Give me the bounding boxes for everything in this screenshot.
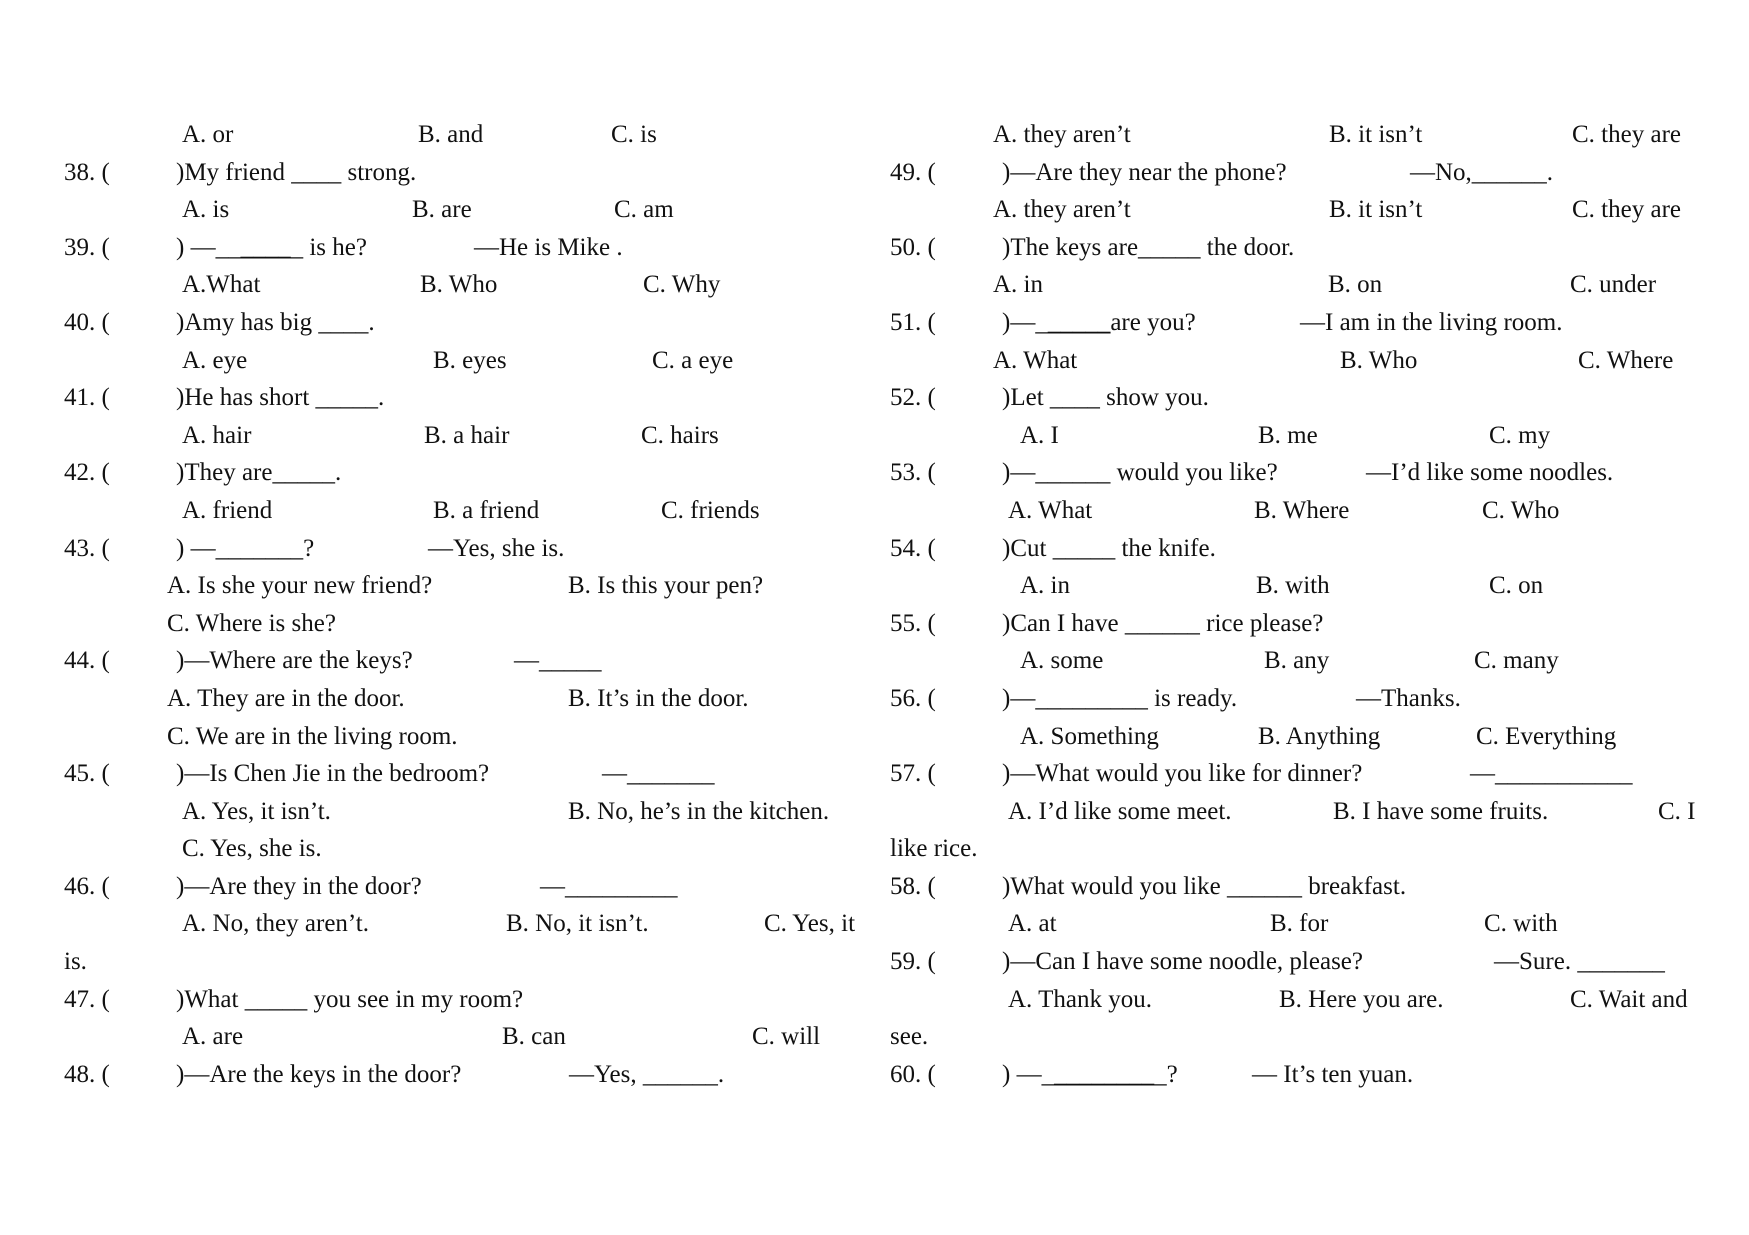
answer-text: —Sure. _______ bbox=[1494, 948, 1665, 976]
left-column bbox=[64, 116, 884, 1093]
options-40 bbox=[64, 342, 884, 380]
question-number: 56. ( bbox=[890, 684, 936, 712]
question-number: 53. ( bbox=[890, 459, 936, 487]
question-stem: )What would you like ______ breakfast. bbox=[1002, 872, 1407, 900]
option-c: C. Everything bbox=[1476, 722, 1617, 750]
question-stem: )The keys are_____ the door. bbox=[1002, 233, 1295, 261]
question-stem: ) —_______? bbox=[176, 534, 315, 562]
options-57 bbox=[890, 793, 1710, 831]
options-57-wrap bbox=[890, 830, 1710, 868]
question-43 bbox=[64, 530, 884, 568]
option-a: A. or bbox=[182, 121, 234, 148]
question-42 bbox=[64, 454, 884, 492]
option-b: B. with bbox=[1256, 572, 1330, 600]
option-c: C. We are in the living room. bbox=[167, 722, 458, 750]
options-49 bbox=[890, 191, 1710, 229]
options-51 bbox=[890, 342, 1710, 380]
question-stem: )Can I have ______ rice please? bbox=[1002, 609, 1324, 637]
question-stem: )—Can I have some noodle, please? bbox=[1002, 948, 1363, 976]
question-number: 58. ( bbox=[890, 872, 936, 900]
question-52 bbox=[890, 379, 1710, 417]
question-number: 57. ( bbox=[890, 760, 936, 788]
question-54 bbox=[890, 530, 1710, 568]
option-b: B. No, he’s in the kitchen. bbox=[568, 797, 830, 825]
option-a: A. in bbox=[993, 271, 1043, 299]
question-number: 60. ( bbox=[890, 1060, 936, 1088]
question-59 bbox=[890, 943, 1710, 981]
options-54 bbox=[890, 567, 1710, 605]
question-57 bbox=[890, 755, 1710, 793]
question-stem: )What _____ you see in my room? bbox=[176, 985, 524, 1013]
option-c: C. Wait and bbox=[1570, 985, 1688, 1013]
question-number: 55. ( bbox=[890, 609, 936, 637]
question-stem: )—Are the keys in the door? bbox=[176, 1060, 462, 1088]
option-b: B. a friend bbox=[433, 496, 540, 524]
option-a: A.What bbox=[182, 271, 261, 299]
options-46-wrap bbox=[64, 943, 884, 981]
question-stem: )—_________ is ready. bbox=[1002, 684, 1238, 712]
option-b: B. Where bbox=[1254, 496, 1350, 524]
option-c: C. my bbox=[1489, 421, 1551, 449]
question-48 bbox=[64, 1056, 884, 1094]
options-45 bbox=[64, 793, 884, 831]
answer-blank: ____ bbox=[240, 233, 291, 261]
option-c: C. I bbox=[1658, 797, 1696, 825]
option-a: A. in bbox=[1020, 572, 1070, 600]
question-stem: )—Are they in the door? bbox=[176, 872, 422, 900]
option-c: C. they are bbox=[1572, 121, 1681, 148]
question-number: 40. ( bbox=[64, 308, 110, 336]
question-number: 46. ( bbox=[64, 872, 110, 900]
question-number: 45. ( bbox=[64, 760, 110, 788]
answer-text: —_____ bbox=[514, 647, 602, 675]
answer-text: —_______ bbox=[602, 760, 715, 788]
question-stem: )They are_____. bbox=[176, 459, 342, 487]
option-c: C. Who bbox=[1482, 496, 1560, 524]
answer-text: — It’s ten yuan. bbox=[1252, 1060, 1414, 1088]
option-b: B. It’s in the door. bbox=[568, 684, 749, 712]
question-51 bbox=[890, 304, 1710, 342]
question-stem: ) —__________? bbox=[1002, 1060, 1178, 1088]
question-stem: ) —_______ is he? bbox=[176, 233, 367, 261]
question-stem: )My friend ____ strong. bbox=[176, 158, 417, 186]
options-43 bbox=[64, 567, 884, 605]
question-number: 49. ( bbox=[890, 158, 936, 186]
options-53 bbox=[890, 492, 1710, 530]
question-number: 38. ( bbox=[64, 158, 110, 186]
question-58 bbox=[890, 868, 1710, 906]
question-45 bbox=[64, 755, 884, 793]
question-49 bbox=[890, 154, 1710, 192]
options-48 bbox=[890, 116, 1710, 154]
question-38 bbox=[64, 154, 884, 192]
options-56 bbox=[890, 718, 1710, 756]
option-b: B. are bbox=[412, 196, 472, 224]
options-45-cont bbox=[64, 830, 884, 868]
option-a: A. No, they aren’t. bbox=[182, 910, 369, 938]
question-number: 59. ( bbox=[890, 948, 936, 976]
question-50 bbox=[890, 229, 1710, 267]
answer-text: —I am in the living room. bbox=[1300, 308, 1563, 336]
option-b: B. No, it isn’t. bbox=[506, 910, 649, 938]
question-stem: )—Are they near the phone? bbox=[1002, 158, 1287, 186]
option-b: B. and bbox=[418, 121, 484, 148]
answer-text: —Thanks. bbox=[1356, 684, 1461, 712]
option-c: C. with bbox=[1484, 910, 1558, 938]
option-a: A. hair bbox=[182, 421, 252, 449]
option-c: C. Yes, she is. bbox=[182, 835, 322, 863]
option-b: B. eyes bbox=[433, 346, 507, 374]
option-a: A. I bbox=[1020, 421, 1059, 449]
options-52 bbox=[890, 417, 1710, 455]
options-41 bbox=[64, 417, 884, 455]
option-b: B. Who bbox=[1340, 346, 1418, 374]
option-c: C. Where is she? bbox=[167, 609, 336, 637]
options-44 bbox=[64, 680, 884, 718]
option-b: B. Here you are. bbox=[1279, 985, 1444, 1013]
option-c: C. on bbox=[1489, 572, 1544, 600]
option-a: A. some bbox=[1020, 647, 1104, 675]
option-a: A. at bbox=[1008, 910, 1057, 938]
question-56 bbox=[890, 680, 1710, 718]
question-stem: )—Where are the keys? bbox=[176, 647, 413, 675]
question-stem: )Cut _____ the knife. bbox=[1002, 534, 1216, 562]
option-c: C. many bbox=[1474, 647, 1559, 675]
question-55 bbox=[890, 605, 1710, 643]
answer-text: —Yes, ______. bbox=[569, 1060, 725, 1088]
option-b: B. it isn’t bbox=[1329, 196, 1423, 224]
options-43-cont bbox=[64, 605, 884, 643]
question-number: 41. ( bbox=[64, 384, 110, 412]
question-number: 42. ( bbox=[64, 459, 110, 487]
option-a: A. What bbox=[1008, 496, 1093, 524]
option-c: C. Yes, it bbox=[764, 910, 856, 938]
option-a: A. they aren’t bbox=[993, 196, 1131, 224]
option-c: C. under bbox=[1570, 271, 1657, 299]
option-c-wrap: is. bbox=[64, 948, 87, 976]
answer-text: —___________ bbox=[1470, 760, 1633, 788]
option-b: B. Anything bbox=[1258, 722, 1381, 750]
option-b: B. Is this your pen? bbox=[568, 572, 764, 600]
question-number: 44. ( bbox=[64, 647, 110, 675]
option-c: C. they are bbox=[1572, 196, 1681, 224]
option-c: C. friends bbox=[661, 496, 760, 524]
question-stem: )Let ____ show you. bbox=[1002, 384, 1209, 412]
option-c: C. Why bbox=[643, 271, 721, 299]
question-40 bbox=[64, 304, 884, 342]
question-number: 43. ( bbox=[64, 534, 110, 562]
question-number: 47. ( bbox=[64, 985, 110, 1013]
question-stem: )—Is Chen Jie in the bedroom? bbox=[176, 760, 490, 788]
question-number: 51. ( bbox=[890, 308, 936, 336]
answer-text: —I’d like some noodles. bbox=[1366, 459, 1614, 487]
right-column bbox=[890, 116, 1710, 1093]
option-a: A. I’d like some meet. bbox=[1008, 797, 1232, 825]
option-a: A. is bbox=[182, 196, 230, 224]
question-60 bbox=[890, 1056, 1710, 1094]
answer-blank: _____ bbox=[1047, 308, 1111, 336]
option-b: B. I have some fruits. bbox=[1333, 797, 1549, 825]
options-46 bbox=[64, 905, 884, 943]
answer-text: —No,______. bbox=[1410, 158, 1554, 186]
options-58 bbox=[890, 905, 1710, 943]
options-55 bbox=[890, 642, 1710, 680]
question-53 bbox=[890, 454, 1710, 492]
question-number: 39. ( bbox=[64, 233, 110, 261]
question-44 bbox=[64, 642, 884, 680]
options-38 bbox=[64, 191, 884, 229]
option-a: A. Yes, it isn’t. bbox=[182, 797, 331, 825]
answer-text: —Yes, she is. bbox=[428, 534, 565, 562]
option-a: A. friend bbox=[182, 496, 273, 524]
answer-blank: ________ bbox=[1054, 1060, 1155, 1088]
question-stem: )—What would you like for dinner? bbox=[1002, 760, 1363, 788]
options-44-cont bbox=[64, 718, 884, 756]
option-b: B. me bbox=[1258, 421, 1318, 449]
option-a: A. Is she your new friend? bbox=[167, 572, 433, 600]
option-a: A. are bbox=[182, 1023, 244, 1051]
answer-text: —He is Mike . bbox=[474, 233, 623, 261]
question-number: 50. ( bbox=[890, 233, 936, 261]
option-c: C. a eye bbox=[652, 346, 734, 374]
option-a: A. Something bbox=[1020, 722, 1159, 750]
question-stem: )He has short _____. bbox=[176, 384, 385, 412]
question-39 bbox=[64, 229, 884, 267]
option-c: C. is bbox=[611, 121, 657, 148]
answer-text: —_________ bbox=[540, 872, 678, 900]
question-47 bbox=[64, 981, 884, 1019]
option-c-wrap: like rice. bbox=[890, 835, 978, 863]
question-stem: )—______ would you like? bbox=[1002, 459, 1278, 487]
options-42 bbox=[64, 492, 884, 530]
option-b: B. can bbox=[502, 1023, 566, 1051]
option-a: A. Thank you. bbox=[1008, 985, 1152, 1013]
option-c-wrap: see. bbox=[890, 1023, 929, 1051]
option-b: B. it isn’t bbox=[1329, 121, 1423, 148]
question-46 bbox=[64, 868, 884, 906]
options-37 bbox=[64, 116, 884, 154]
option-b: B. Who bbox=[420, 271, 498, 299]
option-c: C. am bbox=[614, 196, 674, 224]
options-39 bbox=[64, 266, 884, 304]
question-number: 52. ( bbox=[890, 384, 936, 412]
options-59 bbox=[890, 981, 1710, 1019]
option-a: A. they aren’t bbox=[993, 121, 1131, 148]
options-59-wrap bbox=[890, 1018, 1710, 1056]
option-a: A. They are in the door. bbox=[167, 684, 405, 712]
option-b: B. for bbox=[1270, 910, 1329, 938]
option-b: B. any bbox=[1264, 647, 1330, 675]
question-stem: )Amy has big ____. bbox=[176, 308, 375, 336]
question-number: 48. ( bbox=[64, 1060, 110, 1088]
question-stem: )—______are you? bbox=[1002, 308, 1196, 336]
option-a: A. eye bbox=[182, 346, 248, 374]
option-b: B. a hair bbox=[424, 421, 510, 449]
option-b: B. on bbox=[1328, 271, 1383, 299]
options-47 bbox=[64, 1018, 884, 1056]
options-50 bbox=[890, 266, 1710, 304]
question-number: 54. ( bbox=[890, 534, 936, 562]
option-a: A. What bbox=[993, 346, 1078, 374]
option-c: C. Where bbox=[1578, 346, 1674, 374]
question-41 bbox=[64, 379, 884, 417]
option-c: C. will bbox=[752, 1023, 821, 1051]
option-c: C. hairs bbox=[641, 421, 719, 449]
